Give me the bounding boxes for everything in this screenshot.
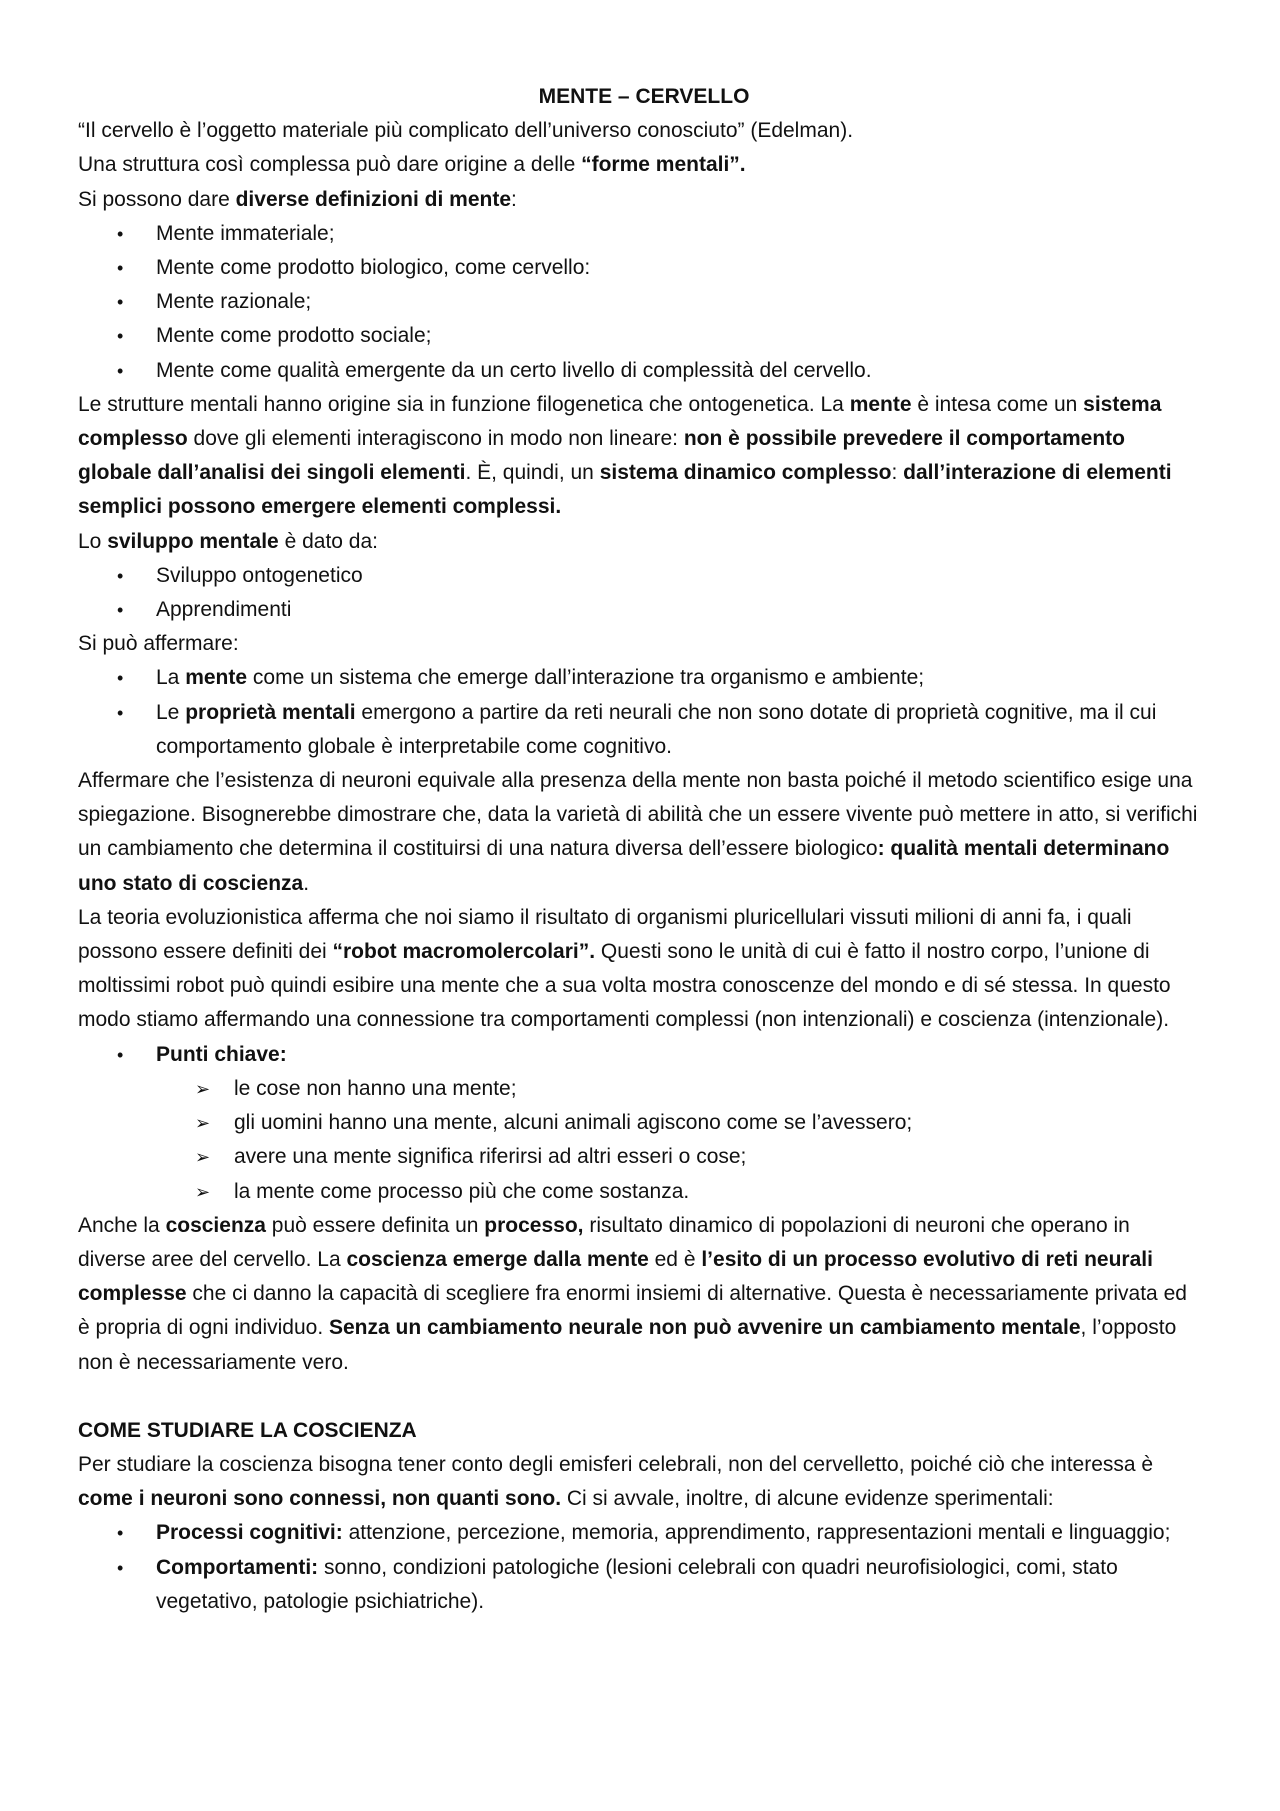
list-item: • Punti chiave: [78, 1038, 1200, 1072]
list-item: • Mente come prodotto sociale; [78, 319, 1200, 353]
bullet-icon: • [117, 258, 124, 279]
arrow-bullet-icon: ➢ [195, 1147, 211, 1168]
intro-line-3: Si possono dare diverse definizioni di mente: [78, 187, 517, 211]
list-item: • Mente razionale; [78, 285, 1200, 319]
bullet-icon: • [117, 223, 124, 244]
arrow-bullet-icon: ➢ [195, 1181, 211, 1202]
section-heading: COME STUDIARE LA COSCIENZA [78, 1418, 417, 1442]
arrow-bullet-icon: ➢ [195, 1113, 211, 1134]
bullet-icon: • [117, 1557, 124, 1578]
list-item: • Sviluppo ontogenetico [78, 559, 1200, 593]
sviluppo-intro: Lo sviluppo mentale è dato da: [78, 529, 378, 553]
list-item: ➢ le cose non hanno una mente; [78, 1072, 1200, 1106]
bullet-icon: • [117, 600, 124, 621]
bullet-icon: • [117, 360, 124, 381]
page-title: MENTE – CERVELLO [538, 85, 750, 108]
arrow-bullet-icon: ➢ [195, 1078, 211, 1099]
intro-line-2: Una struttura così complessa può dare origine a delle “forme mentali”. [78, 153, 746, 177]
punti-chiave-list [78, 1038, 1200, 1072]
intro-quote: “Il cervello è l’oggetto materiale più complicato dell’universo conosciuto” (Edelman). [78, 119, 854, 143]
bullet-icon: • [117, 326, 124, 347]
punti-chiave-sublist [78, 1072, 1200, 1209]
bullet-icon: • [117, 702, 124, 723]
evidenze-list [78, 1516, 1200, 1619]
list-item: • Le proprietà mentali emergono a partire da reti neurali che non sono dotate di proprietà cognitive, ma il cui comportamento globale è interpretabile come cognitivo. [78, 696, 1200, 764]
paragraph-teoria-evoluzionistica: La teoria evoluzionistica afferma che noi siamo il risultato di organismi pluricellulari vissuti milioni di anni fa, i quali possono essere definiti dei “robot macromolercolari”. Questi sono le unità di cui è fatto il nostro corpo, l’unione di moltissimi robot può quindi esibire una mente che a sua volta mostra conoscenze del mondo e di sé stessa. In questo modo stiamo affermando una connessione tra comportamenti complessi (non intenzionali) e coscienza (intenzionale). [78, 905, 1171, 1032]
bullet-icon: • [117, 1044, 124, 1065]
list-item: ➢ la mente come processo più che come sostanza. [78, 1175, 1200, 1209]
paragraph-neuroni: Affermare che l’esistenza di neuroni equivale alla presenza della mente non basta poiché il metodo scientifico esige una spiegazione. Bisognerebbe dimostrare che, data la varietà di abilità che un essere vivente può mettere in atto, si verifichi un cambiamento che determina il costituirsi di una natura diversa dell’essere biologico: qualità mentali determinano uno stato di coscienza. [78, 769, 1198, 895]
list-item: • Comportamenti: sonno, condizioni patologiche (lesioni celebrali con quadri neurofisiologici, comi, stato vegetativo, patologie psichiatriche). [78, 1551, 1200, 1619]
paragraph-strutture-mentali: Le strutture mentali hanno origine sia in funzione filogenetica che ontogenetica. La mente è intesa come un sistema complesso dove gli elementi interagiscono in modo non lineare: non è possibile prevedere il comportamento globale dall’analisi dei singoli elementi. È, quindi, un sistema dinamico complesso: dall’interazione di elementi semplici possono emergere elementi complessi. [78, 392, 1172, 519]
bullet-icon: • [117, 565, 124, 586]
bullet-icon: • [117, 668, 124, 689]
paragraph-coscienza: Anche la coscienza può essere definita un processo, risultato dinamico di popolazioni di neuroni che operano in diverse aree del cervello. La coscienza emerge dalla mente ed è l’esito di un processo evolutivo di reti neurali complesse che ci danno la capacità di scegliere fra enormi insiemi di alternative. Questa è necessariamente privata ed è propria di ogni individuo. Senza un cambiamento neurale non può avvenire un cambiamento mentale, l’opposto non è necessariamente vero. [78, 1213, 1187, 1374]
list-item: ➢ gli uomini hanno una mente, alcuni animali agiscono come se l’avessero; [78, 1106, 1200, 1140]
list-item: ➢ avere una mente significa riferirsi ad altri esseri o cose; [78, 1140, 1200, 1174]
list-item: • La mente come un sistema che emerge dall’interazione tra organismo e ambiente; [78, 661, 1200, 695]
bullet-icon: • [117, 1523, 124, 1544]
paragraph-studiare-coscienza: Per studiare la coscienza bisogna tener conto degli emisferi celebrali, non del cervelletto, poiché ciò che interessa è come i neuroni sono connessi, non quanti sono. Ci si avvale, inoltre, di alcune evidenze sperimentali: [78, 1452, 1154, 1511]
list-item: • Mente come prodotto biologico, come cervello: [78, 251, 1200, 285]
definitions-list [78, 217, 1200, 388]
bullet-icon: • [117, 292, 124, 313]
list-item: • Apprendimenti [78, 593, 1200, 627]
list-item: • Processi cognitivi: attenzione, percezione, memoria, apprendimento, rappresentazioni mentali e linguaggio; [78, 1516, 1200, 1550]
list-item: • Mente immateriale; [78, 217, 1200, 251]
affermare-list [78, 661, 1200, 764]
list-item: • Mente come qualità emergente da un certo livello di complessità del cervello. [78, 354, 1200, 388]
spacer [78, 1380, 1200, 1414]
sviluppo-list [78, 559, 1200, 627]
affermare-intro: Si può affermare: [78, 632, 239, 656]
